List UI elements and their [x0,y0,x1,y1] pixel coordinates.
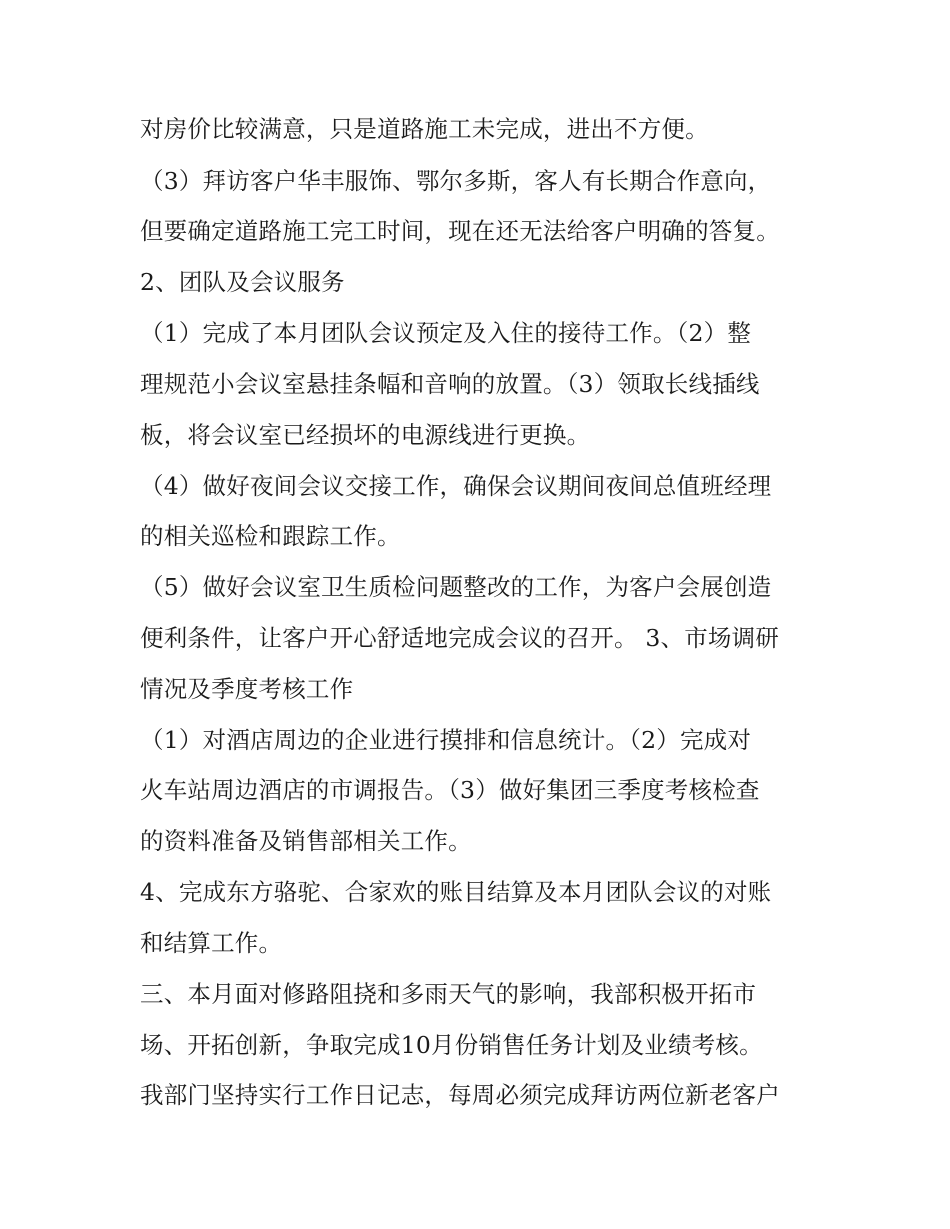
text-line: 4、完成东方骆驼、合家欢的账目结算及本月团队会议的对账 [140,878,772,906]
text-line: 板，将会议室已经损坏的电源线进行更换。 [140,421,591,449]
text-line: 理规范小会议室悬挂条幅和音响的放置。（3）领取长线插线 [140,370,760,398]
text-line: 火车站周边酒店的市调报告。（3）做好集团三季度考核检查 [140,776,760,804]
text-line: 场、开拓创新，争取完成10月份销售任务计划及业绩考核。 [140,1031,763,1059]
text-line: 便利条件，让客户开心舒适地完成会议的召开。 3、市场调研 [140,624,780,652]
text-line: 但要确定道路施工完工时间，现在还无法给客户明确的答复。 [140,217,780,245]
section-heading: 2、团队及会议服务 [140,268,345,296]
text-line: （4）做好夜间会议交接工作，确保会议期间夜间总值班经理 [140,472,772,500]
text-line: 的资料准备及销售部相关工作。 [140,827,472,855]
text-line: 情况及季度考核工作 [140,675,354,703]
text-line: 和结算工作。 [140,929,283,957]
text-line: 的相关巡检和跟踪工作。 [140,522,401,550]
text-line: （1）完成了本月团队会议预定及入住的接待工作。（2）整 [140,319,752,347]
text-line: （5）做好会议室卫生质检问题整改的工作，为客户会展创造 [140,573,772,601]
text-line: （3）拜访客户华丰服饰、鄂尔多斯，客人有长期合作意向， [140,167,772,195]
text-line: （1）对酒店周边的企业进行摸排和信息统计。（2）完成对 [140,726,752,754]
text-line: 对房价比较满意，只是道路施工未完成，进出不方便。 [140,115,709,143]
text-line: 我部门坚持实行工作日记志，每周必须完成拜访两位新老客户 [140,1081,780,1109]
text-line: 三、本月面对修路阻挠和多雨天气的影响，我部积极开拓市 [140,980,757,1008]
